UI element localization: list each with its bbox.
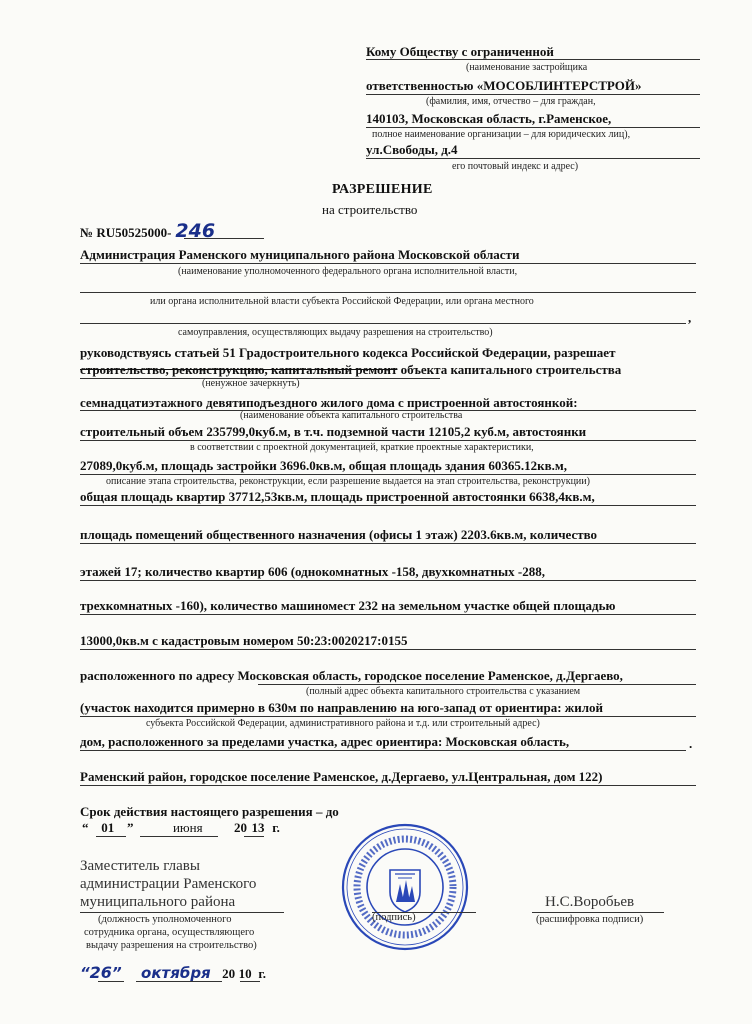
permit-number-handwritten: 246 [175, 220, 216, 242]
validity-year: 13 [251, 820, 265, 835]
address-label: расположенного по адресу [80, 668, 235, 683]
signatory-position-2: администрации Раменского [80, 876, 257, 892]
signature-caption: (подпись) [372, 912, 416, 923]
validity-day: 01 [101, 820, 115, 835]
issue-date [80, 963, 266, 982]
issue-year: 10 [238, 966, 252, 981]
body-line-6: площадь помещений общественного назначения (офисы 1 этаж) 2203.6кв.м, количество [80, 527, 598, 542]
permit-number-prefix: № RU50525000- [80, 225, 172, 240]
recipient-line3: 140103, Московская область, г.Раменское, [366, 111, 612, 126]
recipient-line4: ул.Свободы, д.4 [366, 142, 458, 157]
body-line-7: этажей 17; количество квартир 606 (однокомнатных -158, двухкомнатных -288, [80, 564, 546, 579]
divider [80, 649, 696, 650]
divider [80, 912, 284, 913]
address-caption-2: субъекта Российской Федерации, административного района и т.д. или строительный адрес) [146, 718, 540, 729]
signatory-position-3: муниципального района [80, 894, 236, 910]
body-line-4: 27089,0куб.м, площадь застройки 3696.0кв.м, общая площадь здания 60365.12кв.м, [80, 458, 567, 473]
divider [80, 543, 696, 544]
divider [80, 474, 696, 475]
recipient-caption-3: полное наименование организации – для юридических лиц), [372, 129, 631, 140]
signatory-name-caption: (расшифровка подписи) [536, 914, 644, 925]
validity-year-suffix: г. [272, 820, 280, 835]
divider [366, 94, 700, 95]
divider [244, 836, 264, 837]
issue-month: октября [141, 964, 211, 982]
divider [80, 263, 696, 264]
recipient-caption-1: (наименование застройщика [466, 62, 588, 73]
divider [98, 981, 124, 982]
validity-day-open: “ [82, 820, 89, 835]
authority-caption-1: (наименование уполномоченного федерального органа исполнительной власти, [178, 266, 518, 277]
issue-day-close: ” [111, 964, 122, 982]
issue-suffix: г. [258, 966, 267, 981]
signatory-position-1: Заместитель главы [80, 858, 200, 874]
project-caption: в соответствии с проектной документацией, краткие проектные характеристики, [190, 442, 534, 453]
address-line-1 [80, 668, 623, 684]
signatory-caption-2: сотрудника органа, осуществляющего [84, 927, 255, 938]
divider [96, 836, 126, 837]
body-line-9: 13000,0кв.м с кадастровым номером 50:23:0020217:0155 [80, 633, 408, 648]
divider [184, 238, 264, 239]
divider [366, 59, 700, 60]
divider [240, 981, 260, 982]
object-caption: (наименование объекта капитального строительства [240, 410, 463, 421]
recipient-label: Кому Обществу с ограниченной [366, 44, 554, 59]
body-line-5: общая площадь квартир 37712,53кв.м, площадь пристроенной автостоянки 6638,4кв.м, [80, 489, 595, 504]
divider [80, 292, 696, 293]
address-caption-1: (полный адрес объекта капитального строительства с указанием [306, 686, 581, 697]
document-title: РАЗРЕШЕНИЕ [332, 182, 433, 197]
body-line-1: руководствуясь статьей 51 Градостроительного кодекса Российской Федерации, разрешает [80, 345, 616, 360]
validity-year-prefix: 20 [234, 820, 247, 835]
divider [258, 684, 696, 685]
address-value-1: Московская область, городское поселение Раменское, д.Дергаево, [237, 668, 623, 683]
divider [366, 158, 700, 159]
divider [80, 785, 696, 786]
recipient-line1: Обществу с ограниченной [399, 44, 554, 59]
address-line-3-end: . [689, 736, 693, 751]
address-line-4: Раменский район, городское поселение Раменское, д.Дергаево, ул.Центральная, дом 122) [80, 769, 603, 784]
issue-day: 26 [89, 963, 112, 982]
official-seal-icon [340, 822, 470, 952]
authority-caption-2: или органа исполнительной власти субъекта Российской Федерации, или органа местного [150, 296, 534, 307]
body-line-3: строительный объем 235799,0куб.м, в т.ч. подземной части 12105,2 куб.м, автостоянки [80, 424, 587, 439]
divider [80, 580, 696, 581]
authority-name: Администрация Раменского муниципального района Московской области [80, 247, 520, 262]
stage-caption: описание этапа строительства, реконструкции, если разрешение выдается на этап строительства, реконструкции) [106, 476, 590, 487]
recipient-line2: ответственностью «МОСОБЛИНТЕРСТРОЙ» [366, 78, 642, 93]
signatory-name: Н.С.Воробьев [545, 894, 635, 910]
recipient-caption-4: его почтовый индекс и адрес) [452, 161, 579, 172]
divider [532, 912, 664, 913]
address-line-2: (участок находится примерно в 630м по направлению на юго-запад от ориентира: жилой [80, 700, 603, 715]
divider [80, 505, 696, 506]
divider [80, 614, 696, 615]
struck-caption: (ненужное зачеркнуть) [202, 378, 300, 389]
divider [80, 716, 696, 717]
issue-day-open: “ [80, 964, 90, 982]
authority-comma: , [688, 310, 692, 325]
divider [366, 127, 700, 128]
address-line-3: дом, расположенного за пределами участка, адрес ориентира: Московская область, [80, 734, 570, 749]
divider [80, 440, 696, 441]
validity-day-close: ” [127, 820, 134, 835]
recipient-caption-2: (фамилия, имя, отчество – для граждан, [426, 96, 596, 107]
divider [136, 981, 222, 982]
divider [140, 836, 218, 837]
object-name: семнадцатиэтажного девятиподъездного жилого дома с пристроенной автостоянкой: [80, 395, 578, 410]
divider [80, 323, 686, 324]
validity-month: июня [172, 820, 203, 835]
body-line-8: трехкомнатных -160), количество машиномест 232 на земельном участке общей площадью [80, 598, 616, 613]
struck-options: строительство, реконструкцию, капитальный ремонт [80, 362, 398, 377]
validity-date [82, 820, 280, 836]
signatory-caption-3: выдачу разрешения на строительство) [86, 940, 257, 951]
divider [80, 750, 686, 751]
body-line-2 [80, 362, 621, 378]
authority-caption-3: самоуправления, осуществляющих выдачу разрешения на строительство) [178, 327, 493, 338]
validity-label: Срок действия настоящего разрешения – до [80, 804, 339, 819]
signatory-caption-1: (должность уполномоченного [98, 914, 232, 925]
issue-year-prefix: 20 [222, 966, 236, 981]
body-line-2-rest: объекта капитального строительства [400, 362, 622, 377]
document-subtitle: на строительство [322, 202, 418, 217]
